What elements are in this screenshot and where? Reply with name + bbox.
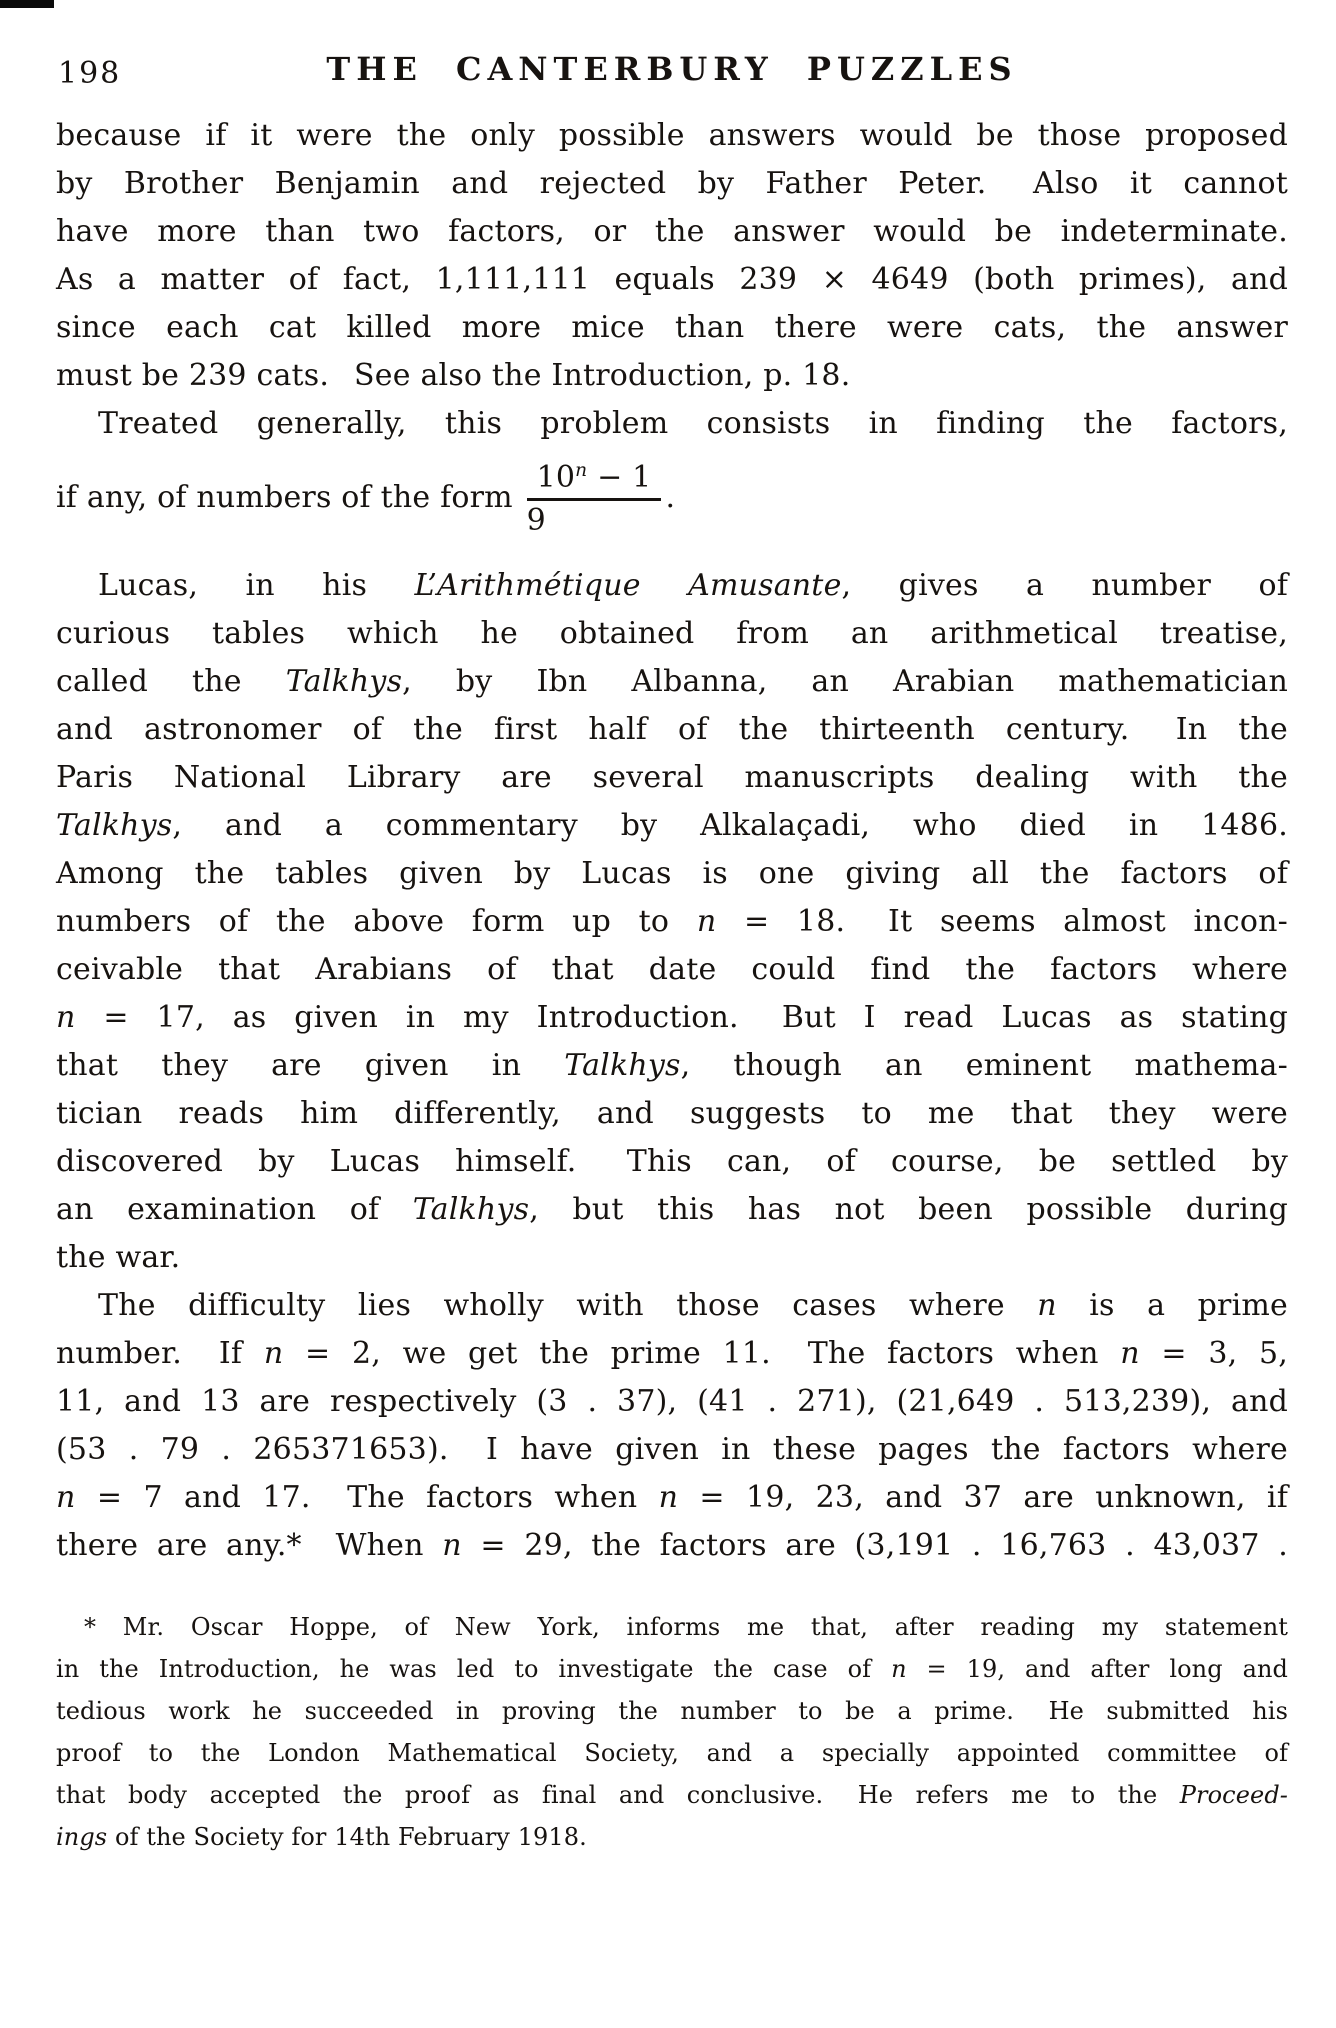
text-line: Talkhys, and a commentary by Alkalaçadi, who died in 1486. (56, 808, 1288, 843)
formula-prefix: if any, of numbers of the form (56, 480, 523, 515)
text-line: The difficulty lies wholly with those cases where n is a prime (98, 1288, 1288, 1323)
text-line: that they are given in Talkhys, though an eminent mathema- (56, 1048, 1288, 1083)
fraction-denominator: 9 (526, 502, 546, 538)
text-line: As a matter of fact, 1,111,111 equals 239 × 4649 (both primes), and (56, 262, 1288, 297)
text-line: that body accepted the proof as final and conclusive. He refers me to the Proceed- (56, 1781, 1288, 1809)
fraction-10n-minus-1-over-9 (527, 461, 662, 537)
text-line: n = 7 and 17. The factors when n = 19, 23, and 37 are unknown, if (56, 1480, 1288, 1515)
page-header (56, 50, 1288, 94)
numerator-exponent: n (575, 459, 588, 481)
text-line: numbers of the above form up to n = 18. It seems almost incon- (56, 904, 1288, 939)
text-line: Among the tables given by Lucas is one giving all the factors of (56, 856, 1288, 891)
text-line: n = 17, as given in my Introduction. But I read Lucas as stating (56, 1000, 1288, 1035)
text-line: tedious work he succeeded in proving the number to be a prime. He submitted his (56, 1697, 1288, 1725)
text-line: there are any.* When n = 29, the factors are (3,191 . 16,763 . 43,037 . (56, 1528, 1288, 1563)
scan-artifact (0, 0, 54, 8)
text-line: because if it were the only possible answers would be those proposed (56, 118, 1288, 153)
text-line: in the Introduction, he was led to investigate the case of n = 19, and after long and (56, 1655, 1289, 1683)
numerator-rest: − 1 (587, 459, 652, 495)
paragraph-lucas-talkhys (56, 562, 1288, 1282)
text-line: (53 . 79 . 265371653). I have given in these pages the factors where (56, 1432, 1288, 1467)
text-line: and astronomer of the first half of the thirteenth century. In the (56, 712, 1288, 747)
text-line: must be 239 cats. See also the Introduction, p. 18. (56, 358, 851, 393)
formula-period: . (665, 480, 676, 515)
paragraph-prime-cases (56, 1282, 1288, 1570)
text-line: 11, and 13 are respectively (3 . 37), (41 . 271), (21,649 . 513,239), and (56, 1384, 1288, 1419)
text-line: an examination of Talkhys, but this has not been possible during (56, 1192, 1288, 1227)
text-line: curious tables which he obtained from an arithmetical treatise, (56, 616, 1288, 651)
text-line: Lucas, in his L’Arithmétique Amusante, gives a number of (98, 568, 1289, 603)
text-line: Paris National Library are several manuscripts dealing with the (56, 760, 1288, 795)
text-line: proof to the London Mathematical Society, and a specially appointed committee of (56, 1739, 1288, 1767)
text-line: ings of the Society for 14th February 1918. (56, 1823, 587, 1851)
text-line: by Brother Benjamin and rejected by Father Peter. Also it cannot (56, 166, 1288, 201)
text-line: ceivable that Arabians of that date could find the factors where (56, 952, 1288, 987)
text-line: * Mr. Oscar Hoppe, of New York, informs me that, after reading my statement (84, 1613, 1288, 1641)
text-line: discovered by Lucas himself. This can, of course, be settled by (56, 1144, 1288, 1179)
running-head-title: THE CANTERBURY PUZZLES (326, 50, 1018, 88)
page-number: 198 (58, 56, 122, 91)
fraction-numerator (527, 461, 662, 501)
text-line: have more than two factors, or the answer would be indeterminate. (56, 214, 1288, 249)
paragraph-cats-answer (56, 112, 1288, 400)
text-line: tician reads him differently, and suggests to me that they were (56, 1096, 1288, 1131)
numerator-base: 10 (536, 459, 576, 495)
text-line: the war. (56, 1240, 181, 1275)
footnote-oscar-hoppe (56, 1606, 1288, 1858)
paragraph-general-form-lines (56, 400, 1288, 448)
text-line: since each cat killed more mice than there were cats, the answer (56, 310, 1288, 345)
page-body (56, 112, 1288, 1858)
text-line: called the Talkhys, by Ibn Albanna, an Arabian mathematician (56, 664, 1288, 699)
paragraph-general-form (56, 400, 1288, 548)
text-line: Treated generally, this problem consists in finding the factors, (98, 406, 1288, 441)
formula-line (56, 448, 1288, 548)
text-line: number. If n = 2, we get the prime 11. The factors when n = 3, 5, (56, 1336, 1289, 1371)
